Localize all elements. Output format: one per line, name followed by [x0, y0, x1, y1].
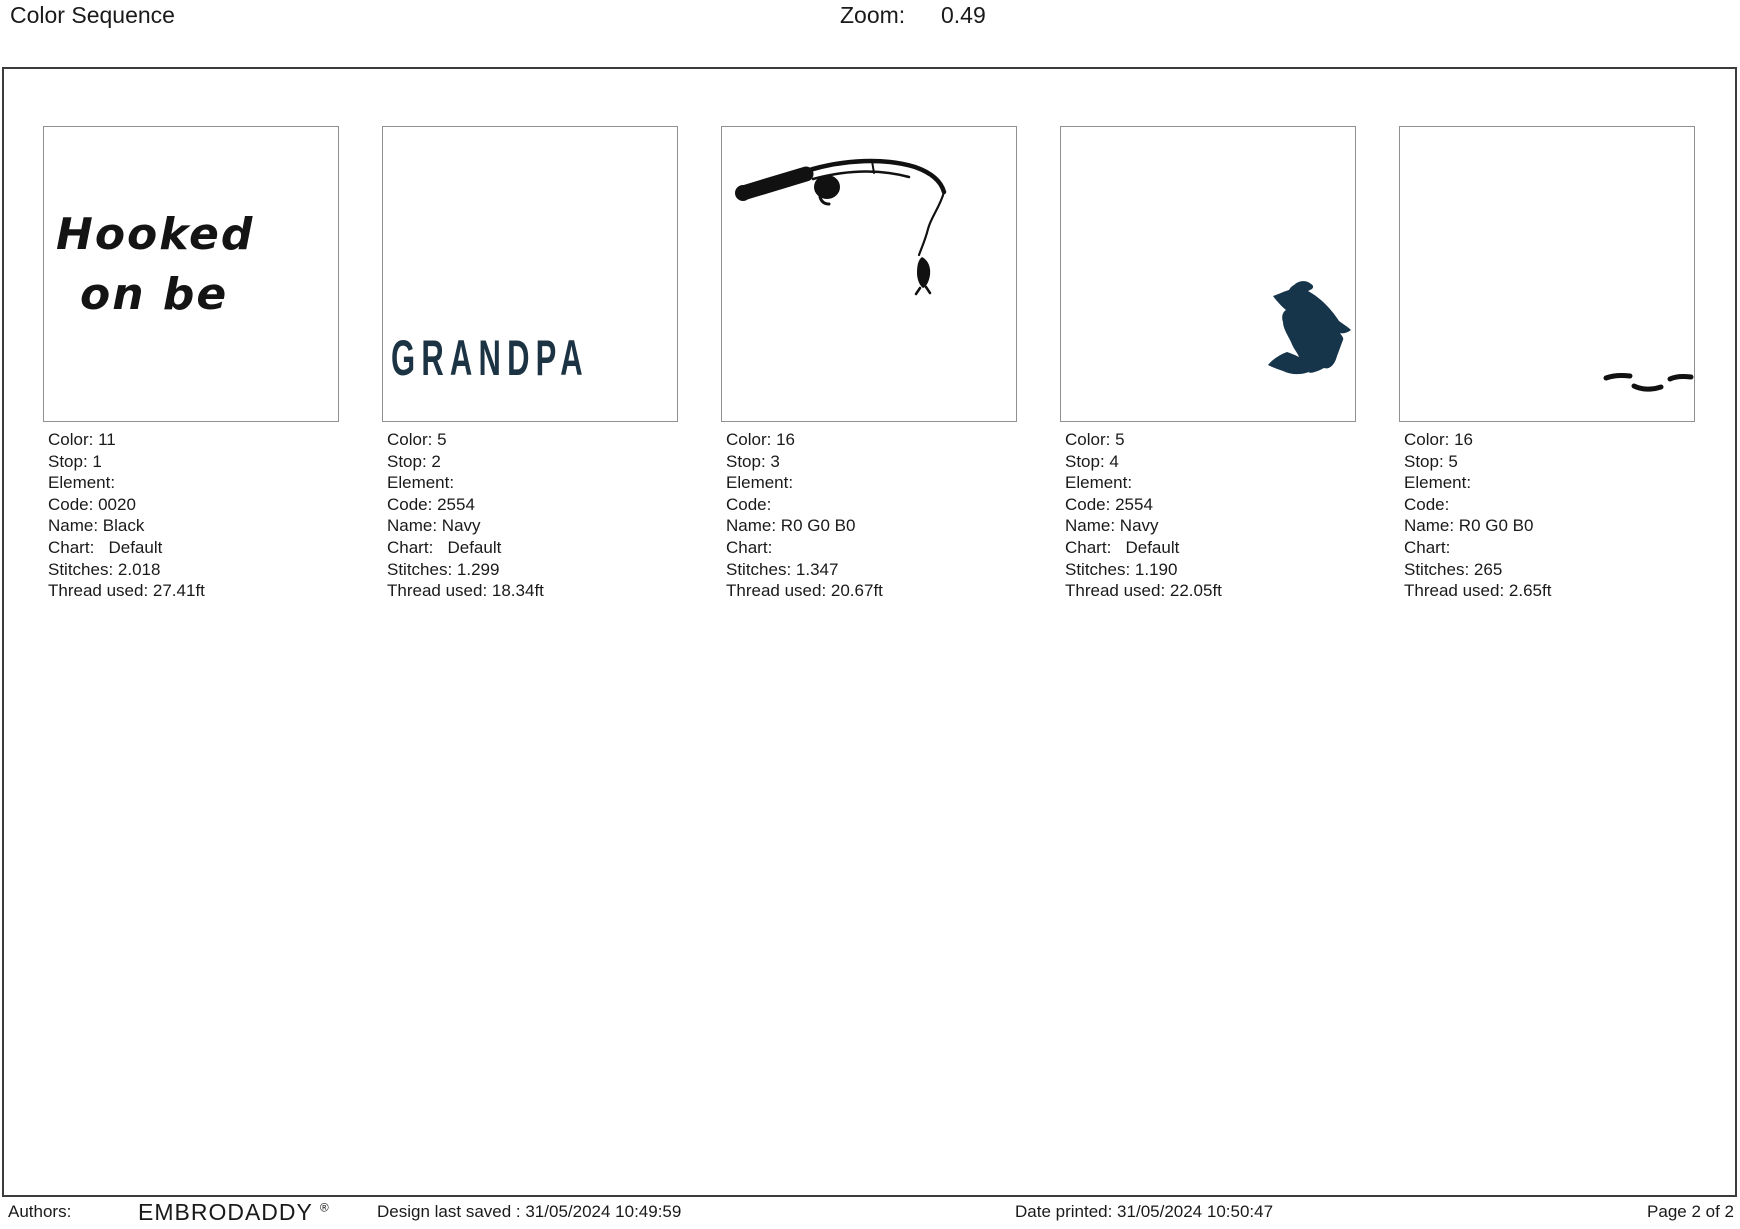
- meta-line: Element:: [387, 473, 455, 493]
- meta-line: Chart: Default: [48, 537, 163, 557]
- zoom-value: 0.49: [941, 2, 986, 28]
- meta-line: Stop: 1: [48, 451, 102, 471]
- meta-line: Thread used: 18.34ft: [387, 581, 544, 601]
- design-thumbnail: [382, 126, 678, 422]
- design-thumbnail: [43, 126, 339, 422]
- meta-line: Color: 16: [726, 430, 795, 449]
- design-thumbnail: [1399, 126, 1695, 422]
- registered-mark: ®: [319, 1200, 329, 1215]
- meta-line: Stitches: 2.018: [48, 559, 161, 579]
- brand-name: EMBRODADDY: [138, 1199, 313, 1225]
- meta-line: Color: 16: [1404, 430, 1473, 449]
- meta-line: Color: 11: [48, 430, 116, 449]
- meta-line: Name: R0 G0 B0: [726, 516, 856, 536]
- stitch-dashes-graphic: [1400, 127, 1694, 421]
- meta-line: Stitches: 265: [1404, 559, 1503, 579]
- meta-line: Thread used: 27.41ft: [48, 581, 205, 601]
- thumb-script-text-line2: on be: [80, 269, 229, 320]
- meta-line: Stop: 5: [1404, 451, 1458, 471]
- meta-line: Thread used: 22.05ft: [1065, 581, 1222, 601]
- color-step-panel-2: [382, 126, 678, 602]
- brand-logo: [138, 1199, 329, 1226]
- color-step-details: [1404, 429, 1695, 602]
- color-step-panel-1: [43, 126, 339, 602]
- thumb-block-text: GRANDPA: [391, 330, 589, 386]
- meta-line: Color: 5: [387, 430, 447, 449]
- fishing-rod-graphic: [722, 127, 1016, 421]
- color-step-panel-4: [1060, 126, 1356, 602]
- fish-graphic: [1061, 127, 1355, 421]
- meta-line: Element:: [1065, 473, 1133, 493]
- meta-line: Chart:: [1404, 537, 1451, 557]
- color-step-panel-5: [1399, 126, 1695, 602]
- meta-line: Chart:: [726, 537, 773, 557]
- meta-line: Element:: [1404, 473, 1472, 493]
- meta-line: Code:: [726, 494, 772, 514]
- meta-line: Color: 5: [1065, 430, 1125, 449]
- color-step-details: [387, 429, 678, 602]
- meta-line: Chart: Default: [387, 537, 502, 557]
- meta-line: Code: 2554: [387, 494, 475, 514]
- meta-line: Stitches: 1.347: [726, 559, 839, 579]
- meta-line: Thread used: 20.67ft: [726, 581, 883, 601]
- zoom-label: Zoom:: [840, 2, 906, 28]
- color-step-details: [48, 429, 339, 602]
- color-step-details: [1065, 429, 1356, 602]
- meta-line: Chart: Default: [1065, 537, 1180, 557]
- footer-date-printed: Date printed: 31/05/2024 10:50:47: [1015, 1202, 1274, 1221]
- meta-line: Thread used: 2.65ft: [1404, 581, 1552, 601]
- footer-design-last-saved: Design last saved : 31/05/2024 10:49:59: [377, 1202, 682, 1221]
- meta-line: Stop: 4: [1065, 451, 1119, 471]
- meta-line: Stitches: 1.299: [387, 559, 500, 579]
- meta-line: Stop: 3: [726, 451, 780, 471]
- page-title: Color Sequence: [10, 2, 175, 28]
- meta-line: Name: R0 G0 B0: [1404, 516, 1534, 536]
- meta-line: Stop: 2: [387, 451, 441, 471]
- meta-line: Name: Navy: [387, 516, 481, 536]
- design-thumbnail: [1060, 126, 1356, 422]
- page-frame: [2, 67, 1737, 1197]
- meta-line: Stitches: 1.190: [1065, 559, 1178, 579]
- meta-line: Name: Navy: [1065, 516, 1159, 536]
- footer-page-indicator: Page 2 of 2: [1647, 1202, 1734, 1221]
- meta-line: Element:: [726, 473, 794, 493]
- meta-line: Element:: [48, 473, 116, 493]
- color-step-panel-3: [721, 126, 1017, 602]
- color-step-details: [726, 429, 1017, 602]
- meta-line: Code: 0020: [48, 494, 136, 514]
- thumb-script-text-line1: Hooked: [56, 209, 255, 260]
- design-thumbnail: [721, 126, 1017, 422]
- meta-line: Code: 2554: [1065, 494, 1153, 514]
- footer-authors-label: Authors:: [8, 1202, 72, 1221]
- meta-line: Code:: [1404, 494, 1450, 514]
- meta-line: Name: Black: [48, 516, 145, 536]
